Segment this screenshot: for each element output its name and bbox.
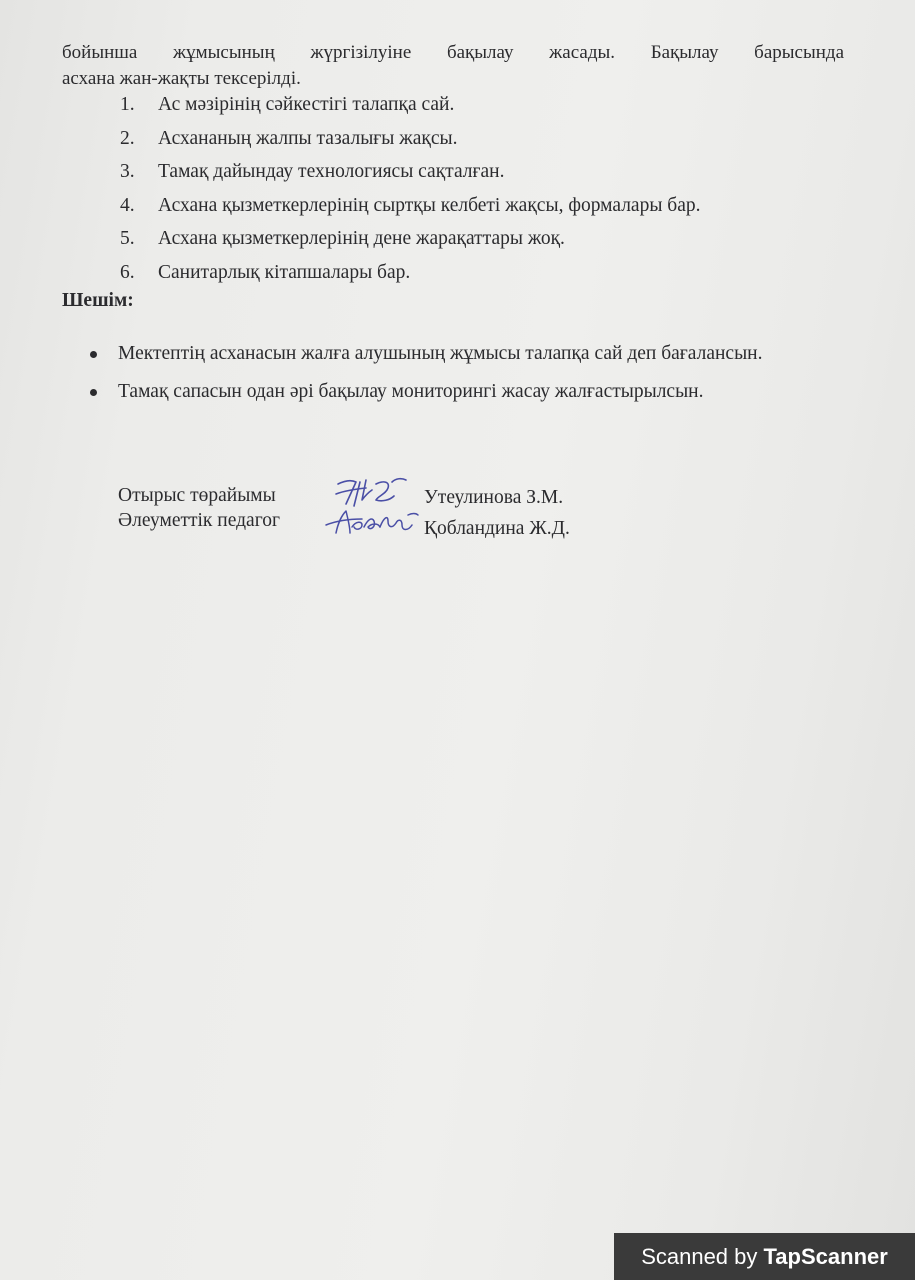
- findings-item-number: 2.: [120, 127, 135, 149]
- findings-item-text: Тамақ дайындау технологиясы сақталған.: [158, 161, 505, 182]
- bullet-icon: [90, 351, 97, 358]
- watermark-brand: TapScanner: [763, 1244, 888, 1269]
- findings-item-text: Ас мәзірінің сәйкестігі талапқа сай.: [158, 94, 455, 115]
- findings-item: [110, 122, 701, 156]
- signatory-role-pedagogue: Әлеуметтік педагог: [118, 510, 280, 531]
- findings-item-number: 6.: [120, 261, 135, 283]
- findings-item: [110, 189, 701, 223]
- findings-item: [110, 88, 701, 122]
- findings-item-text: Санитарлық кітапшалары бар.: [158, 261, 411, 283]
- signatory-name-pedagogue: Қобландина Ж.Д.: [424, 518, 570, 539]
- findings-item: [110, 222, 701, 256]
- findings-item-number: 4.: [120, 194, 135, 216]
- findings-item-text: Асхана қызметкерлерінің дене жарақаттары жоқ.: [158, 228, 565, 249]
- handwritten-signature-pedagogue: [322, 505, 422, 541]
- decision-heading: Шешім:: [62, 290, 134, 311]
- bullet-icon: [90, 389, 97, 396]
- decision-item-text: Тамақ сапасын одан әрі бақылау мониторингі жасау жалғастырылсын.: [118, 381, 704, 402]
- findings-item: [110, 155, 701, 189]
- decisions-list: [86, 340, 846, 416]
- intro-paragraph: [62, 40, 844, 92]
- findings-item: [110, 256, 701, 290]
- findings-item-text: Асхана қызметкерлерінің сыртқы келбеті жақсы, формалары бар.: [158, 194, 701, 216]
- watermark-prefix: Scanned by: [641, 1244, 764, 1269]
- decision-item-text: Мектептің асханасын жалға алушының жұмысы талапқа сай деп бағалансын.: [118, 343, 763, 364]
- findings-list: [110, 88, 701, 289]
- findings-item-text: Асхананың жалпы тазалығы жақсы.: [158, 127, 458, 149]
- findings-item-number: 3.: [120, 161, 135, 182]
- findings-item-number: 1.: [120, 94, 135, 115]
- intro-line-2: асхана жан-жақты тексерілді.: [62, 68, 301, 89]
- intro-line-1: бойынша жұмысының жүргізілуіне бақылау жасады. Бақылау барысында: [62, 42, 844, 63]
- findings-item-number: 5.: [120, 228, 135, 249]
- decision-item: [86, 378, 846, 406]
- signatory-name-chair: Утеулинова З.М.: [424, 487, 564, 508]
- signatory-role-chair: Отырыс төрайымы: [118, 485, 276, 506]
- scanner-watermark: [614, 1233, 915, 1280]
- decision-item: [86, 340, 846, 368]
